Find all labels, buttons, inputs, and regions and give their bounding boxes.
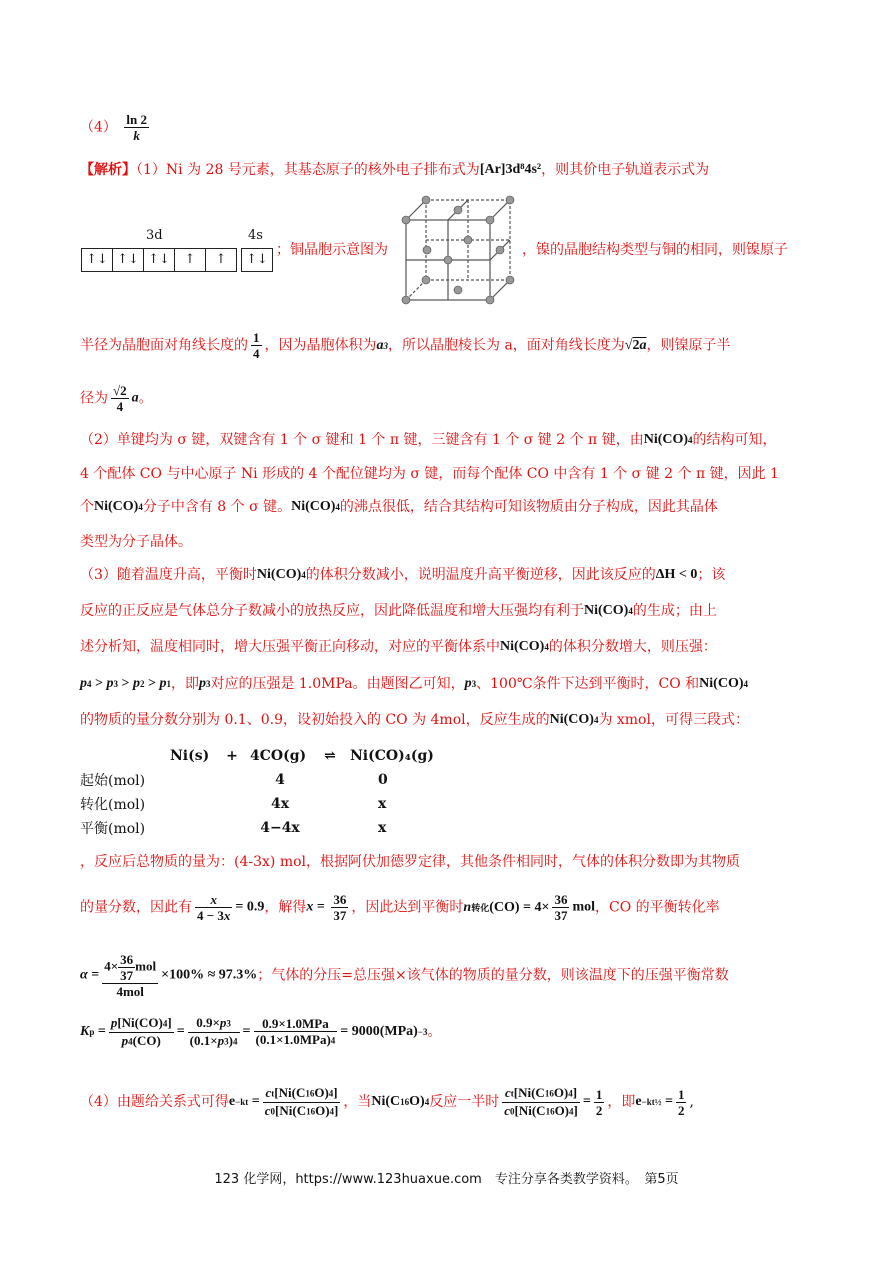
orbital-box: ↑↓ — [143, 248, 175, 272]
item4-fraction: $\frac{\ln 2}{k}$ — [126, 112, 147, 143]
p3-line6: ，反应后总物质的量为：(4-3x) mol，根据阿伏加德罗定律，其他条件相同时，气体的体积分数即为其物质 — [80, 854, 740, 870]
orbital-4s-boxes — [242, 248, 273, 272]
fraction-one-quarter: $\frac{1}{4}$ — [253, 330, 260, 361]
p2-line2: 4 个配体 CO 与中心原子 Ni 形成的 4 个配位键均为 σ 键，而每个配体 CO 中含有 1 个 σ 键 2 个 π 键，因此 1 — [80, 466, 779, 482]
orbital-box: ↑ — [205, 248, 237, 272]
item4-answer — [80, 112, 152, 143]
p3-line5: 的物质的量分数分别为 0.1、0.9，设初始投入的 CO 为 4mol，反应生成的Ni(CO)4为 xmol，可得三段式： — [80, 712, 749, 729]
p2-line3: 个Ni(CO)4分子中含有 8 个 σ 键。Ni(CO)4的沸点很低，结合其结构可知该物质由分子构成，因此其晶体 — [80, 499, 718, 516]
table-row: 平衡(mol) 4−4x x — [80, 820, 387, 837]
copper-unit-cell-diagram — [396, 190, 520, 308]
p3-line3: 述分析知，温度相同时，增大压强平衡正向移动，对应的平衡体系中Ni(CO)4的体积分数增大，则压强： — [80, 639, 717, 656]
p2-line1: （2）单键均为 σ 键，双键含有 1 个 σ 键和 1 个 π 键，三键含有 1 个 σ 键 2 个 π 键，由Ni(CO)4的结构可知， — [80, 432, 777, 449]
jiexi-tag: 【解析】 — [80, 162, 136, 178]
p1-line4: 径为 $\frac{√2}{4}$ a。 — [80, 383, 153, 414]
item4-label: （4） — [80, 119, 117, 136]
orbital-3d-label: 3d — [146, 228, 163, 243]
p3-line1: （3）随着温度升高，平衡时Ni(CO)4的体积分数减小，说明温度升高平衡逆移，因此该反应的ΔH < 0；该 — [80, 567, 726, 584]
p4-line: （4）由题给关系式可得e−kt = $\frac{ct[Ni(C16O)4]}{c0[Ni(C16O)4]}$ ，当Ni(C16O)4反应一半时 $\frac{ct[Ni(C16O)4]}{c0[Ni(C16O)4]}$ = $\frac{1}{2}$ ，即e−kt½ = $\frac{1}{2}$ , — [80, 1085, 694, 1118]
page-footer: 123 化学网，https://www.123huaxue.com 专注分享各类教学资料。 第5页 — [214, 1172, 679, 1187]
table-row: 转化(mol) 4x x — [80, 796, 387, 813]
table-row: 起始(mol) 4 0 — [80, 772, 388, 789]
orbital-box: ↑↓ — [81, 248, 113, 272]
orbital-box: ↑ — [174, 248, 206, 272]
p3-line4: p4 > p3 > p2 > p1，即p3对应的压强是 1.0MPa。由题图乙可知，p3、100℃条件下达到平衡时，CO 和Ni(CO)4 — [80, 676, 748, 693]
orbital-3d-boxes — [82, 248, 237, 272]
fraction-sqrt2-over-4: $\frac{√2}{4}$ — [113, 383, 127, 414]
p1-mid: ；铜晶胞示意图为 — [276, 242, 388, 258]
p2-line4: 类型为分子晶体。 — [80, 534, 192, 550]
electron-config: [Ar]3d⁸4s² — [479, 162, 542, 177]
p1-line1: 【解析】（1）Ni 为 28 号元素，其基态原子的核外电子排布式为[Ar]3d⁸4s²，则其价电子轨道表示式为 — [80, 162, 710, 178]
orbital-box: ↑↓ — [112, 248, 144, 272]
orbital-4s-label: 4s — [248, 228, 263, 243]
p3-line8: α = 4× $\frac{36}{37}$ mol 4mol ×100% ≈ 97.3%；气体的分压=总压强×该气体的物质的量分数，则该温度下的压强平衡常数 — [80, 952, 729, 999]
p3-line2: 反应的正反应是气体总分子数减小的放热反应，因此降低温度和增大压强均有利于Ni(CO)4的生成；由上 — [80, 603, 717, 620]
p1-line3: 半径为晶胞面对角线长度的 $\frac{1}{4}$ ，因为晶胞体积为a3，所以晶胞棱长为 a，面对角线长度为√2a，则镍原子半 — [80, 330, 731, 361]
equation-header: Ni(s) + 4CO(g) ⇌ Ni(CO)₄(g) — [170, 748, 434, 764]
p1-mid2: ，镍的晶胞结构类型与铜的相同，则镍原子 — [522, 242, 788, 258]
equilibrium-table — [80, 744, 434, 840]
p3-line9: Kp = $\frac{p[Ni(CO)4]}{p4(CO)}$ = $\frac{0.9\times p3}{(0.1\times p3)4}$ = $\frac{\text{0.9×1.0MPa}}{\text{(0.1×1.0MPa)4}}$ = 9000(MPa)−3。 — [80, 1015, 442, 1048]
orbital-box: ↑↓ — [241, 248, 273, 272]
p3-line7: 的量分数，因此有 $\frac{x}{4 - 3x}$ = 0.9，解得x = $\frac{36}{37}$ ，因此达到平衡时n转化(CO) = 4× $\frac{36}{37}$ mol，CO 的平衡转化率 — [80, 892, 720, 923]
